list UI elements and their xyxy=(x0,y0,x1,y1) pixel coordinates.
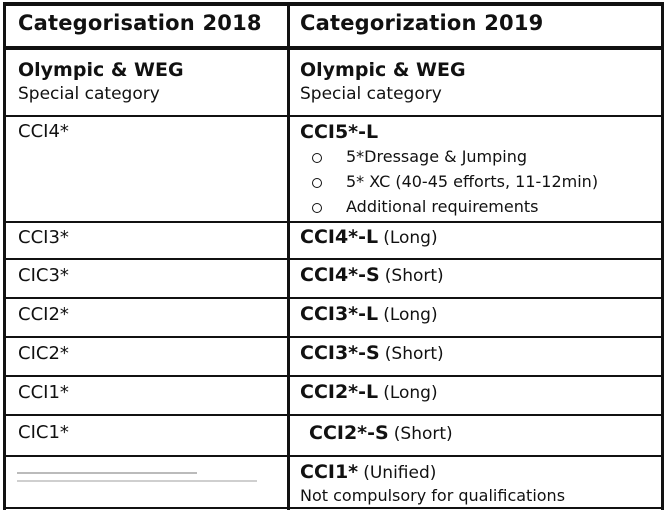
table-left-border xyxy=(3,2,6,510)
cat-2019-length: (Long) xyxy=(383,228,438,248)
bullet-icon xyxy=(312,178,322,188)
table-right-border xyxy=(661,2,664,510)
olympic-title-2018: Olympic & WEG xyxy=(18,59,184,81)
cat-2019 xyxy=(293,381,661,403)
bullet-icon xyxy=(312,153,322,163)
cat-2019-code: CCI4*-S xyxy=(300,264,380,286)
cat-2018: CCI2* xyxy=(18,304,69,325)
olympic-sub-2019: Special category xyxy=(300,84,442,104)
cat-2018: CIC1* xyxy=(18,422,69,443)
cat-2019-length: (Unified) xyxy=(363,463,437,483)
cat-2019-length: (Short) xyxy=(384,344,444,364)
row-separator xyxy=(3,455,664,457)
row-separator xyxy=(3,297,664,299)
cat-2019-code: CCI5*-L xyxy=(300,121,379,143)
header-2018: Categorisation 2018 xyxy=(18,11,262,35)
cat-2019-code: CCI4*-L xyxy=(300,226,379,248)
cat-2019 xyxy=(293,461,661,483)
cat-2019-code: CCI2*-L xyxy=(300,381,379,403)
cat-2019 xyxy=(293,264,661,286)
cat-2019-length: (Long) xyxy=(383,383,438,403)
requirement-bullet: 5*Dressage & Jumping xyxy=(300,147,527,166)
row-separator xyxy=(3,221,664,223)
cat-2019 xyxy=(293,303,661,325)
header-bottom-border xyxy=(3,46,664,50)
table-bottom-border xyxy=(3,507,664,509)
cat-2018: CIC3* xyxy=(18,265,69,286)
cat-2019-length: (Short) xyxy=(384,266,444,286)
row-separator xyxy=(3,115,664,117)
qualification-note: Not compulsory for qualifications xyxy=(300,486,566,505)
requirement-bullet: Additional requirements xyxy=(300,197,538,216)
cat-2019 xyxy=(293,422,661,444)
requirement-bullet: 5* XC (40-45 efforts, 11-12min) xyxy=(300,172,598,191)
header-2019: Categorization 2019 xyxy=(300,11,544,35)
struck-out-mark xyxy=(17,472,197,474)
cat-2019-code: CCI1* xyxy=(300,461,359,483)
olympic-title-2019: Olympic & WEG xyxy=(300,59,466,81)
cat-2019-length: (Short) xyxy=(393,424,453,444)
cat-2018: CCI4* xyxy=(18,121,69,142)
categorisation-table xyxy=(3,2,664,510)
row-separator xyxy=(3,375,664,377)
bullet-icon xyxy=(312,203,322,213)
cat-2019 xyxy=(293,226,661,248)
cat-2018: CCI1* xyxy=(18,382,69,403)
cat-2019-code: CCI2*-S xyxy=(309,422,389,444)
cat-2019-code: CCI3*-S xyxy=(300,342,380,364)
row-separator xyxy=(3,336,664,338)
cat-2019-length: (Long) xyxy=(383,305,438,325)
struck-out-mark xyxy=(17,480,257,482)
row-separator xyxy=(3,258,664,260)
olympic-sub-2018: Special category xyxy=(18,84,160,104)
cat-2019 xyxy=(293,342,661,364)
cat-2018: CCI3* xyxy=(18,227,69,248)
table-top-border xyxy=(3,2,664,6)
row-separator xyxy=(3,414,664,416)
cat-2019-code: CCI3*-L xyxy=(300,303,379,325)
cat-2018: CIC2* xyxy=(18,343,69,364)
